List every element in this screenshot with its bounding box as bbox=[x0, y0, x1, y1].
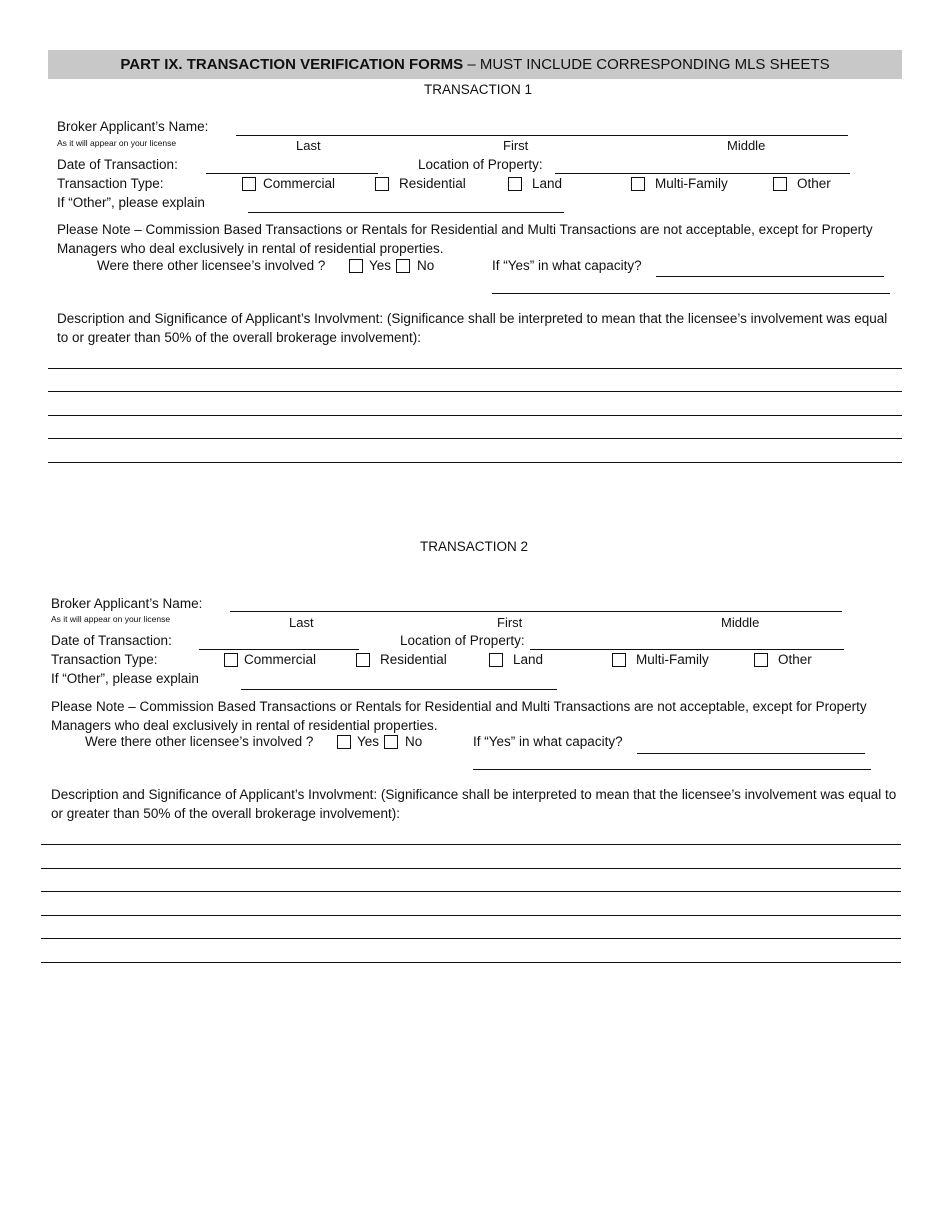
capacity-label: If “Yes” in what capacity? bbox=[473, 734, 623, 749]
description-line[interactable] bbox=[41, 891, 901, 892]
other-licensee-question: Were there other licensee’s involved ? bbox=[85, 734, 314, 749]
licensee-no-checkbox[interactable] bbox=[384, 735, 398, 749]
residential-label: Residential bbox=[399, 176, 466, 191]
capacity-field-line-2[interactable] bbox=[473, 769, 871, 770]
multi-family-checkbox[interactable] bbox=[631, 177, 645, 191]
licensee-yes-checkbox[interactable] bbox=[337, 735, 351, 749]
capacity-field-line-2[interactable] bbox=[492, 293, 890, 294]
location-label: Location of Property: bbox=[418, 157, 543, 172]
part-header-bold: PART IX. TRANSACTION VERIFICATION FORMS bbox=[120, 56, 464, 73]
multi-family-checkbox[interactable] bbox=[612, 653, 626, 667]
commercial-checkbox[interactable] bbox=[242, 177, 256, 191]
broker-name-sublabel: As it will appear on your license bbox=[57, 138, 177, 148]
commercial-label: Commercial bbox=[263, 176, 336, 191]
other-explain-field[interactable] bbox=[248, 212, 564, 213]
commercial-label: Commercial bbox=[244, 652, 317, 667]
multi-family-label: Multi-Family bbox=[636, 652, 709, 667]
description-line[interactable] bbox=[41, 844, 901, 845]
please-note-text: Please Note – Commission Based Transactions or Rentals for Residential and Multi Transactions are not acceptable, except for Property Managers who deal exclusively in rental of residential properties. bbox=[57, 222, 873, 256]
name-last-caption: Last bbox=[296, 138, 321, 153]
other-explain-field[interactable] bbox=[241, 689, 557, 690]
description-line[interactable] bbox=[48, 391, 902, 392]
transaction-title: TRANSACTION 1 bbox=[424, 82, 533, 97]
description-line[interactable] bbox=[48, 438, 902, 439]
description-line[interactable] bbox=[41, 938, 901, 939]
other-explain-label: If “Other”, please explain bbox=[57, 195, 205, 210]
capacity-field[interactable] bbox=[656, 276, 884, 277]
date-label: Date of Transaction: bbox=[57, 157, 178, 172]
land-label: Land bbox=[532, 176, 563, 191]
date-field[interactable] bbox=[206, 173, 378, 174]
licensee-no-label: No bbox=[405, 734, 423, 749]
land-label: Land bbox=[513, 652, 544, 667]
location-field[interactable] bbox=[555, 173, 850, 174]
multi-family-label: Multi-Family bbox=[655, 176, 728, 191]
description-line[interactable] bbox=[48, 415, 902, 416]
please-note-text: Please Note – Commission Based Transactions or Rentals for Residential and Multi Transactions are not acceptable, except for Property Managers who deal exclusively in rental of residential properties. bbox=[51, 699, 867, 733]
part-header-rest: – MUST INCLUDE CORRESPONDING MLS SHEETS bbox=[463, 56, 830, 73]
licensee-no-label: No bbox=[417, 258, 435, 273]
other-checkbox[interactable] bbox=[773, 177, 787, 191]
land-checkbox[interactable] bbox=[508, 177, 522, 191]
description-line[interactable] bbox=[41, 962, 901, 963]
licensee-yes-label: Yes bbox=[357, 734, 380, 749]
transaction-title: TRANSACTION 2 bbox=[420, 539, 529, 554]
description-line[interactable] bbox=[48, 462, 902, 463]
location-field[interactable] bbox=[530, 649, 844, 650]
name-last-caption: Last bbox=[289, 615, 314, 630]
other-licensee-question: Were there other licensee’s involved ? bbox=[97, 258, 326, 273]
licensee-no-checkbox[interactable] bbox=[396, 259, 410, 273]
residential-checkbox[interactable] bbox=[356, 653, 370, 667]
name-first-caption: First bbox=[497, 615, 523, 630]
part-header bbox=[48, 50, 902, 79]
date-label: Date of Transaction: bbox=[51, 633, 172, 648]
other-checkbox[interactable] bbox=[754, 653, 768, 667]
broker-name-label: Broker Applicant’s Name: bbox=[51, 596, 203, 611]
location-label: Location of Property: bbox=[400, 633, 525, 648]
other-label: Other bbox=[778, 652, 812, 667]
name-middle-caption: Middle bbox=[721, 615, 760, 630]
capacity-field[interactable] bbox=[637, 753, 865, 754]
broker-name-field[interactable] bbox=[230, 611, 842, 612]
name-middle-caption: Middle bbox=[727, 138, 766, 153]
description-line[interactable] bbox=[48, 368, 902, 369]
other-explain-label: If “Other”, please explain bbox=[51, 671, 199, 686]
land-checkbox[interactable] bbox=[489, 653, 503, 667]
description-line[interactable] bbox=[41, 868, 901, 869]
licensee-yes-label: Yes bbox=[369, 258, 392, 273]
broker-name-field[interactable] bbox=[236, 135, 848, 136]
broker-name-sublabel: As it will appear on your license bbox=[51, 614, 171, 624]
residential-label: Residential bbox=[380, 652, 447, 667]
description-line[interactable] bbox=[41, 915, 901, 916]
description-label: Description and Significance of Applicant’s Involvment: (Significance shall be interpreted to mean that the licensee’s involvement was equal to or greater than 50% of the overall brokerage involvement): bbox=[57, 311, 888, 345]
residential-checkbox[interactable] bbox=[375, 177, 389, 191]
transaction-type-label: Transaction Type: bbox=[57, 176, 164, 191]
transaction-type-label: Transaction Type: bbox=[51, 652, 158, 667]
other-label: Other bbox=[797, 176, 831, 191]
description-label: Description and Significance of Applicant’s Involvment: (Significance shall be interpreted to mean that the licensee’s involvement was equal to or greater than 50% of the overall brokerage involvement): bbox=[51, 787, 897, 821]
capacity-label: If “Yes” in what capacity? bbox=[492, 258, 642, 273]
broker-name-label: Broker Applicant’s Name: bbox=[57, 119, 209, 134]
name-first-caption: First bbox=[503, 138, 529, 153]
date-field[interactable] bbox=[199, 649, 359, 650]
commercial-checkbox[interactable] bbox=[224, 653, 238, 667]
licensee-yes-checkbox[interactable] bbox=[349, 259, 363, 273]
